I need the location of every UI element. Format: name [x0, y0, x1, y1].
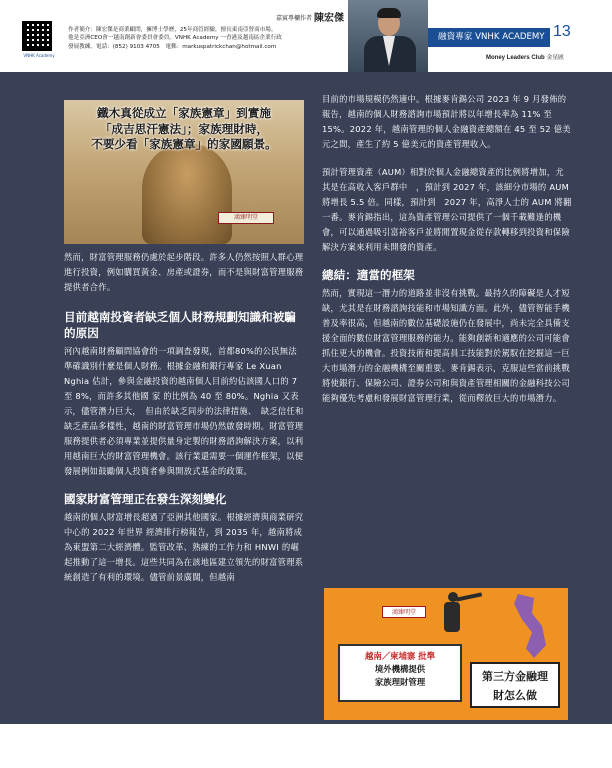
article-panel [0, 72, 612, 724]
section-heading: 目前越南投資者缺乏個人財務規劃知識和被騙的原因 [64, 310, 296, 340]
body-paragraph: 目前的市場規模仍然適中。根據麥肯錫公司 2023 年 9 月發佈的報告，越南的個人財務諮詢市場預計將以年增長率為 11% 至 15%。2022 年，越南管理的個人金融資產總額在 45 至 52 億美元之間，產生了約 5 億美元的資產管理收入。 [322, 94, 571, 149]
right-column [322, 92, 572, 406]
seal-stamp: 鴻臻明堂 [218, 212, 274, 224]
telescope-man-icon [440, 592, 464, 648]
section-tag: 融資專家 VNHK ACADEMY [428, 28, 550, 47]
image-caption: 鐵木真從成立「家族憲章」到實施 「成吉思汗憲法」；家族理財時， 不要少看「家族憲章」的家國願景。 [91, 106, 277, 151]
body-paragraph: 越南的個人財富增長超過了亞洲其他國家。根據經濟與商業研究中心的 2022 年世界 經濟排行榜報告，到 2035 年，越南將成為東盟第二大經濟體。監管改革、熟練的工作力和 HNWI 的崛起推動了這一增長。這些共同為在該地區建立領先的財富管理系統創造了有利的環境。儘管前景廣闊，但越南 [64, 512, 304, 582]
section-heading: 國家財富管理正在發生深刻變化 [64, 492, 227, 506]
club-name-en: Money Leaders Club [486, 55, 545, 61]
qr-code-icon[interactable] [22, 21, 52, 51]
ad-text-box: 越南／柬埔寨 批準 境外機構提供 家族理財管理 [338, 644, 462, 702]
club-name [486, 52, 564, 61]
author-bio-line: 他是亞洲CEO會一越南創新會委員會委員。VNHK Academy 一香港及越南區企業行政 [68, 35, 282, 42]
author-portrait [348, 0, 428, 72]
author-bio-line: 作者簡介：陳宏傑是商業顧問，擁博士學歷，25年商管經驗，擅長東南亞營商市場。 [68, 27, 277, 33]
wealth-management-ad-image [324, 588, 568, 720]
body-paragraph: 然而，實現這一潛力的道路並非沒有挑戰。最持久的障礙是人才短缺，尤其是在財務諮詢技能和市場知識方面。此外，儘管智能手機普及率很高，但越南的數位基礎設施仍在發展中，尚未完全具備支援全面的數位財富管理服務的能力。能夠創新和適應的公司可能會抓住更大的機會。投資技術和提高員工技能對於駕馭在挖掘這一巨大市場潛力的金融機構至關重要。麥肯錫表示，克服這些當前挑戰將使銀行、保險公司、證券公司和與資產管理相關的金融科技公司能夠優先考慮和發展財富管理行業，從而釋放巨大的市場潛力。 [322, 288, 570, 403]
genghis-khan-image [64, 100, 304, 244]
ad-badge: 第三方金融理 財怎么做 [470, 662, 560, 708]
statue-illustration [142, 144, 232, 244]
section-heading: 總結：適當的框架 [322, 268, 415, 282]
left-column [64, 100, 304, 585]
columnist-label: 嘉賓專欄作者 [276, 15, 313, 22]
intro-paragraph: 然而，財富管理服務仍處於起步階段。許多人仍然按照人群心理進行投資，例如購買黃金、房產或證券，而不是與財富管理服務提供者合作。 [64, 252, 304, 292]
columnist-name: 陳宏傑 [314, 13, 344, 24]
page-header [0, 0, 612, 72]
seal-stamp: 鴻臻明堂 [382, 606, 426, 618]
qr-caption: VNHK Academy [23, 53, 55, 58]
body-paragraph: 預計管理資產（AUM）相對於個人金融總資產的比例將增加，尤其是在高收入客戶群中 ，預計到 2027 年，該細分市場的 AUM 將增長 5.5 倍。同樣，預計到 2027 年，高淨人士的 AUM 將翻一番。麥肯錫指出，這為資產管理公司提供了一個千載難逢的機會，可以通過吸引富裕客戶並將閒置現金從存款轉移到投資和保險解決方案來利用未開發的資產。 [322, 167, 572, 252]
page-number: 13 [553, 23, 571, 40]
vietnam-map-icon [510, 594, 550, 658]
author-bio [68, 26, 346, 51]
body-paragraph: 河內越南財務顧問協會的一項調查發現，首都80%的公民無法準確識別什麼是個人財務。根據金融和銀行專家 Le Xuan Nghia 估計，參與金融投資的越南個人目前約佔該國人口的 7 至 8%，而許多其他國 家 的比例為 40 至 80%。Nghia 又表示，儘管潛力巨大， 但由於缺乏同步的法律措施、 缺乏信任和缺乏產品多樣性，越南的財富管理市場仍然啟發時期。財富管理服務提供者必須專業並提供量身定製的財務諮詢解決方案，以利用越南巨大的財富管理機會。該行業還需要一個運作框架，以便發展例如鼓勵個人投資者參與開放式基金的政策。 [64, 346, 304, 476]
author-bio-line: 發展教練。電話：(852) 9103 4705 電郵：markuspatrickchan@hotmail.com [68, 43, 277, 50]
club-name-zh: 金星匯 [546, 55, 564, 61]
